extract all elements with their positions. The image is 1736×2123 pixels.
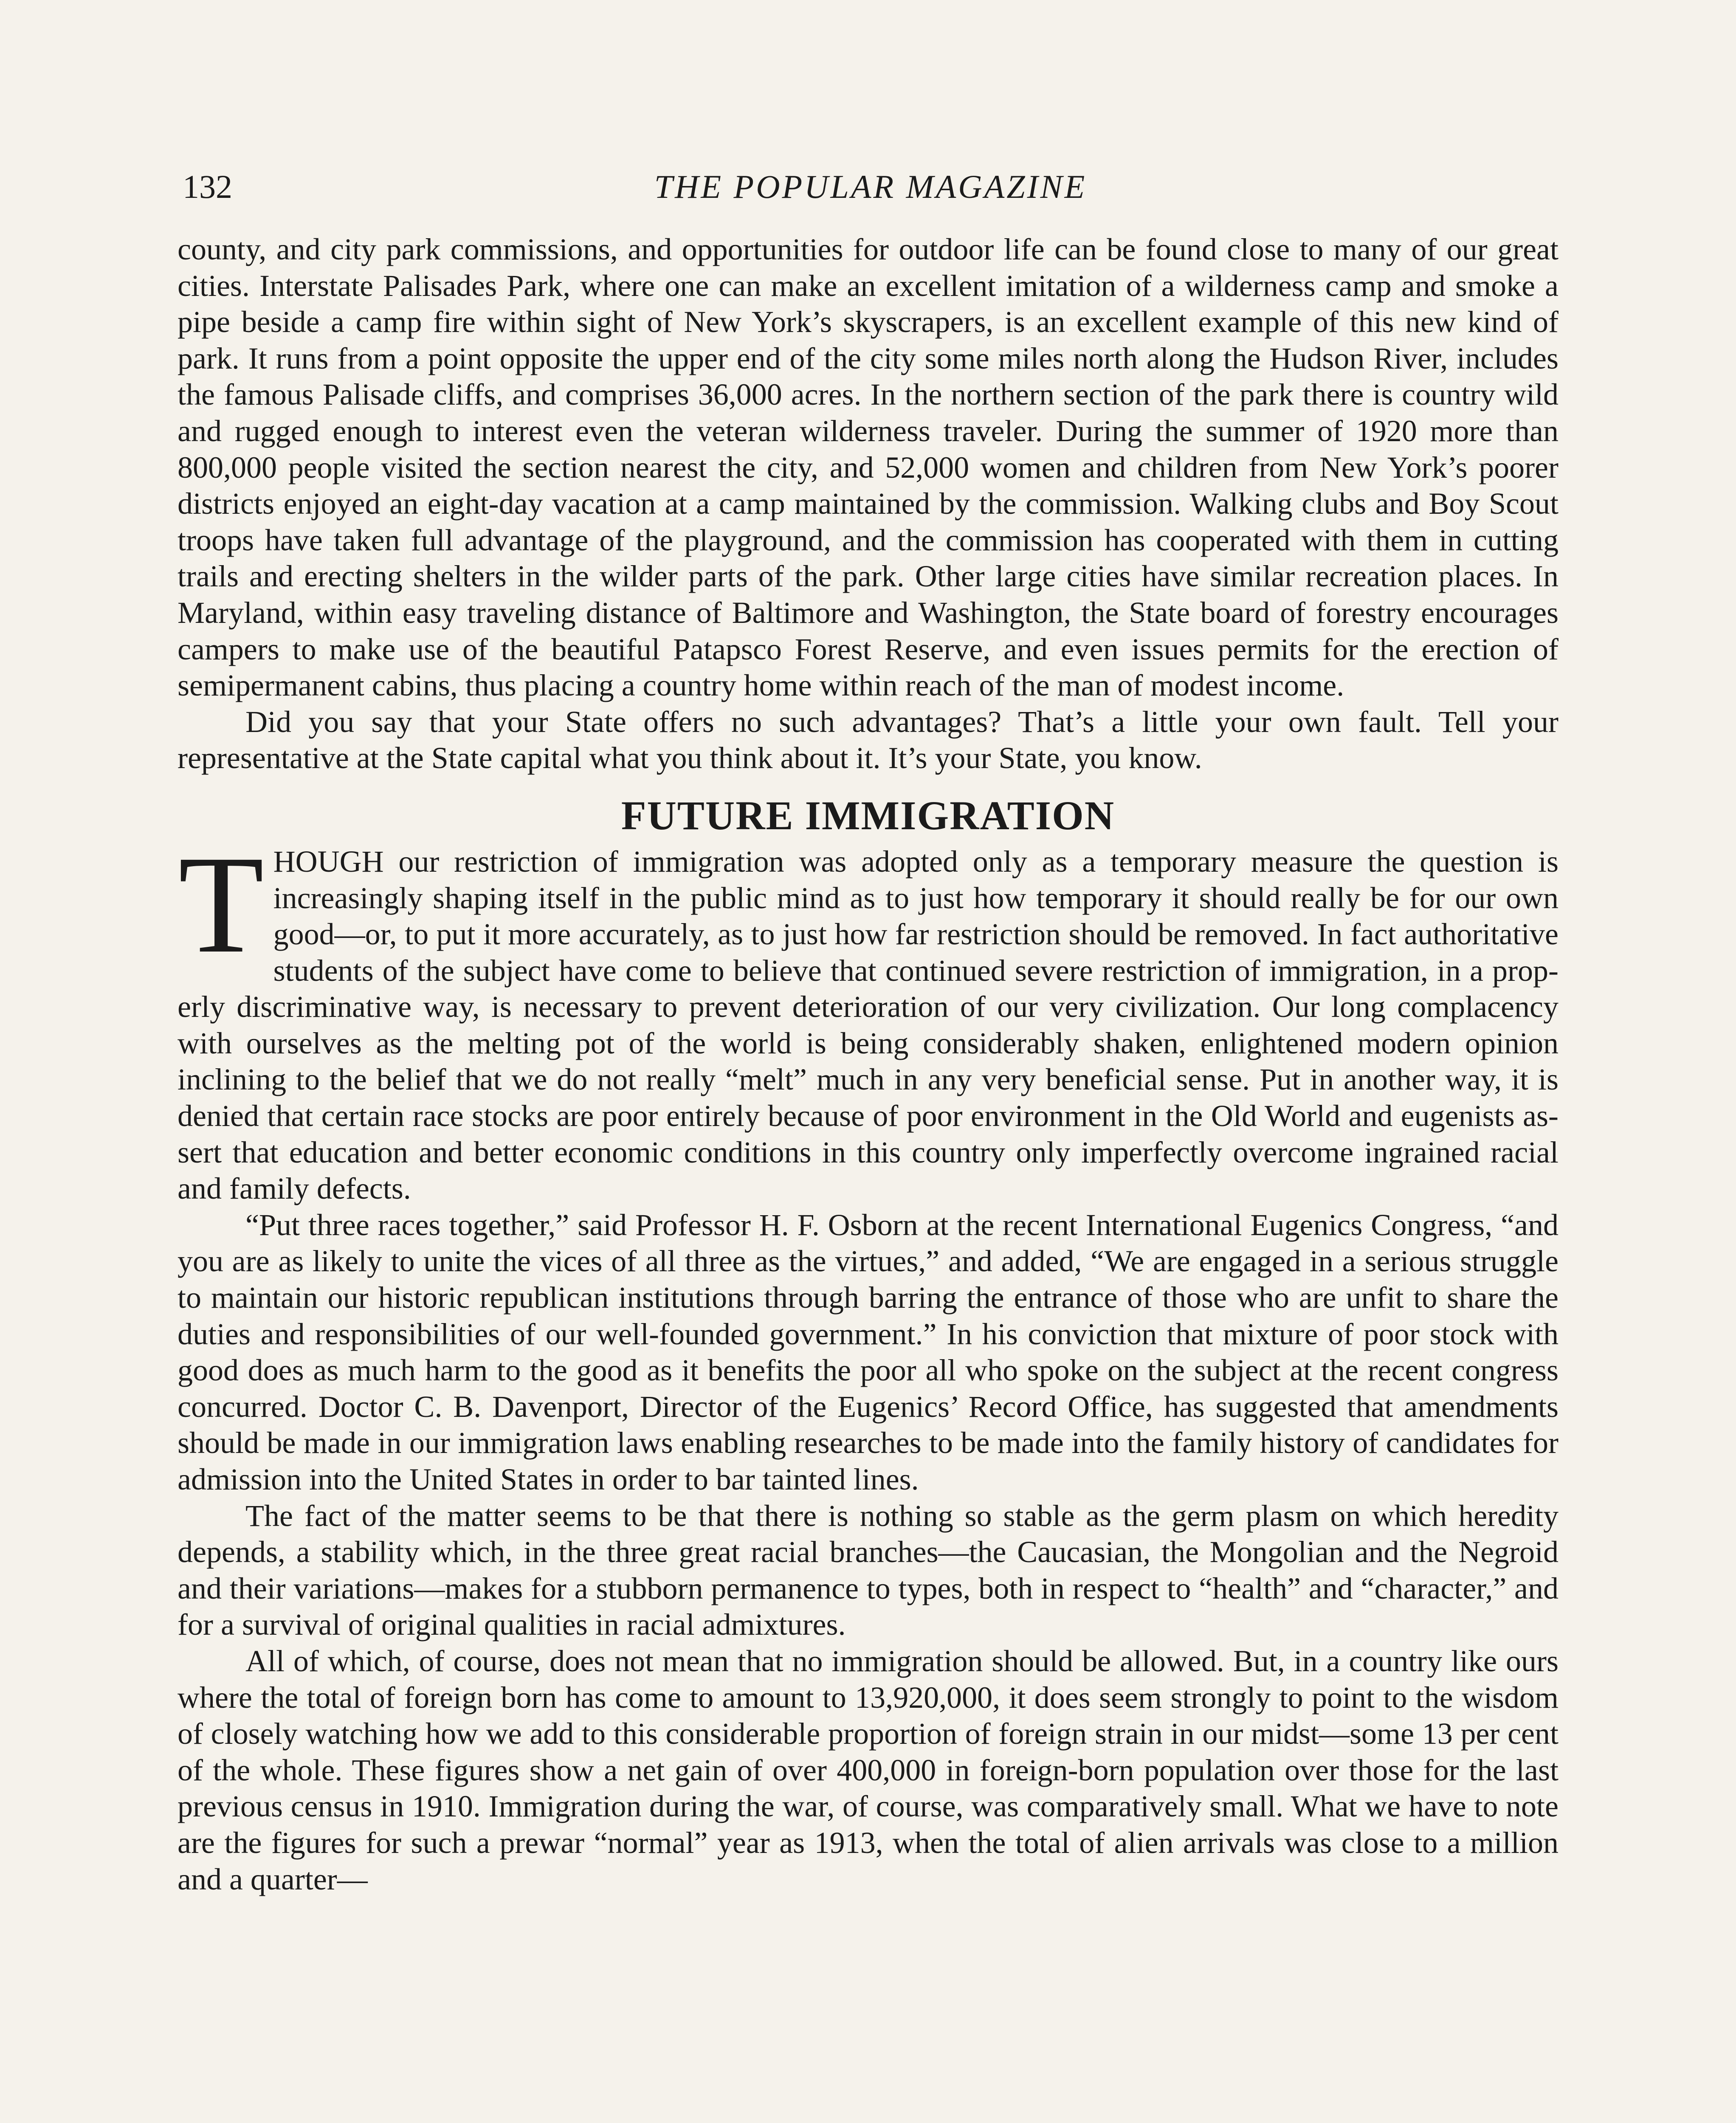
lead-paragraph-text: HOUGH our restriction of immigration was adopted only as a temporary measure the question is increasingly shaping itself in the public mind as to just how temporary it should really be for our own good—or, to put it more accurately, as to just how far restriction should be removed. In fact authoritative students of the subject have come to believe that continued severe restriction of immigration, in a properly discriminative way, is necessary to prevent deterioration of our very civilization. Our long complacency with ourselves as the melting pot of the world is being considerably shaken, enlightened modern opinion inclining to the belief that we do not really “melt” much in any very beneficial sense. Put in another way, it is denied that certain race stocks are poor entirely because of poor environment in the Old World and eugenists assert that education and better economic conditions in this country only imperfectly overcome ingrained racial and family defects. bbox=[178, 844, 1558, 1206]
article-paragraph-continued: county, and city park commissions, and opportunities for outdoor life can be found close to many of our great cities. Interstate Palisades Park, where one can make an excellent imitation of a wilderness camp and smoke a pipe beside a camp fire within sight of New York’s skyscrapers, is an excellent example of this new kind of park. It runs from a point opposite the upper end of the city some miles north along the Hudson River, includes the famous Palisade cliffs, and comprises 36,000 acres. In the northern section of the park there is country wild and rugged enough to interest even the veteran wilderness traveler. During the summer of 1920 more than 800,000 people visited the section nearest the city, and 52,000 women and children from New York’s poorer districts enjoyed an eight-day vacation at a camp maintained by the commission. Walking clubs and Boy Scout troops have taken full advantage of the playground, and the commission has cooperated with them in cutting trails and erecting shelters in the wilder parts of the park. Other large cities have similar recreation places. In Maryland, within easy traveling distance of Baltimore and Washington, the State board of forestry encourages campers to make use of the beautiful Patapsco Forest Reserve, and even issues permits for the erection of semipermanent cabins, thus placing a country home within reach of the man of modest income. bbox=[178, 232, 1558, 703]
article-paragraph: Did you say that your State offers no such advantages? That’s a little your own fault. Tell your representative at the State capital what you think about it. It’s your State, you know. bbox=[178, 704, 1558, 775]
section-paragraph: “Put three races together,” said Professor H. F. Osborn at the recent International Eugenics Congress, “and you are as likely to unite the vices of all three as the virtues,” and added, “We are engaged in a serious struggle to maintain our historic republican institutions through barring the entrance of those who are unfit to share the duties and responsibilities of our well-founded government.” In his conviction that mixture of poor stock with good does as much harm to the good as it benefits the poor all who spoke on the subject at the recent congress concurred. Doctor C. B. Davenport, Director of the Eugenics’ Record Office, has suggested that amendments should be made in our immigration laws enabling researches to be made into the family history of candidates for admission into the United States in order to bar tainted lines. bbox=[178, 1208, 1558, 1496]
text-column bbox=[178, 231, 1558, 1898]
section-title: FUTURE IMMIGRATION bbox=[621, 792, 1115, 838]
section-lead-paragraph bbox=[178, 827, 1558, 1207]
page-header bbox=[183, 163, 1558, 210]
section-paragraph: The fact of the matter seems to be that there is nothing so stable as the germ plasm on which heredity depends, a stability which, in the three great racial branches—the Caucasian, the Mongolian and the Negroid and their variations—makes for a stubborn permanence to types, both in respect to “health” and “character,” and for a survival of original qualities in racial admixtures. bbox=[178, 1498, 1558, 1642]
drop-cap: T bbox=[178, 827, 264, 982]
section-paragraph: All of which, of course, does not mean that no immigration should be allowed. But, in a country like ours where the total of foreign born has come to amount to 13,920,000, it does seem strongly to point to the wisdom of closely watching how we add to this considerable proportion of foreign strain in our midst—some 13 per cent of the whole. These figures show a net gain of over 400,000 in foreign-born population over those for the last previous census in 1910. Immigration during the war, of course, was comparatively small. What we have to note are the figures for such a prewar “normal” year as 1913, when the total of alien arrivals was close to a million and a quarter— bbox=[178, 1644, 1558, 1896]
running-head: THE POPULAR MAGAZINE bbox=[654, 168, 1087, 205]
page-number: 132 bbox=[183, 168, 232, 205]
